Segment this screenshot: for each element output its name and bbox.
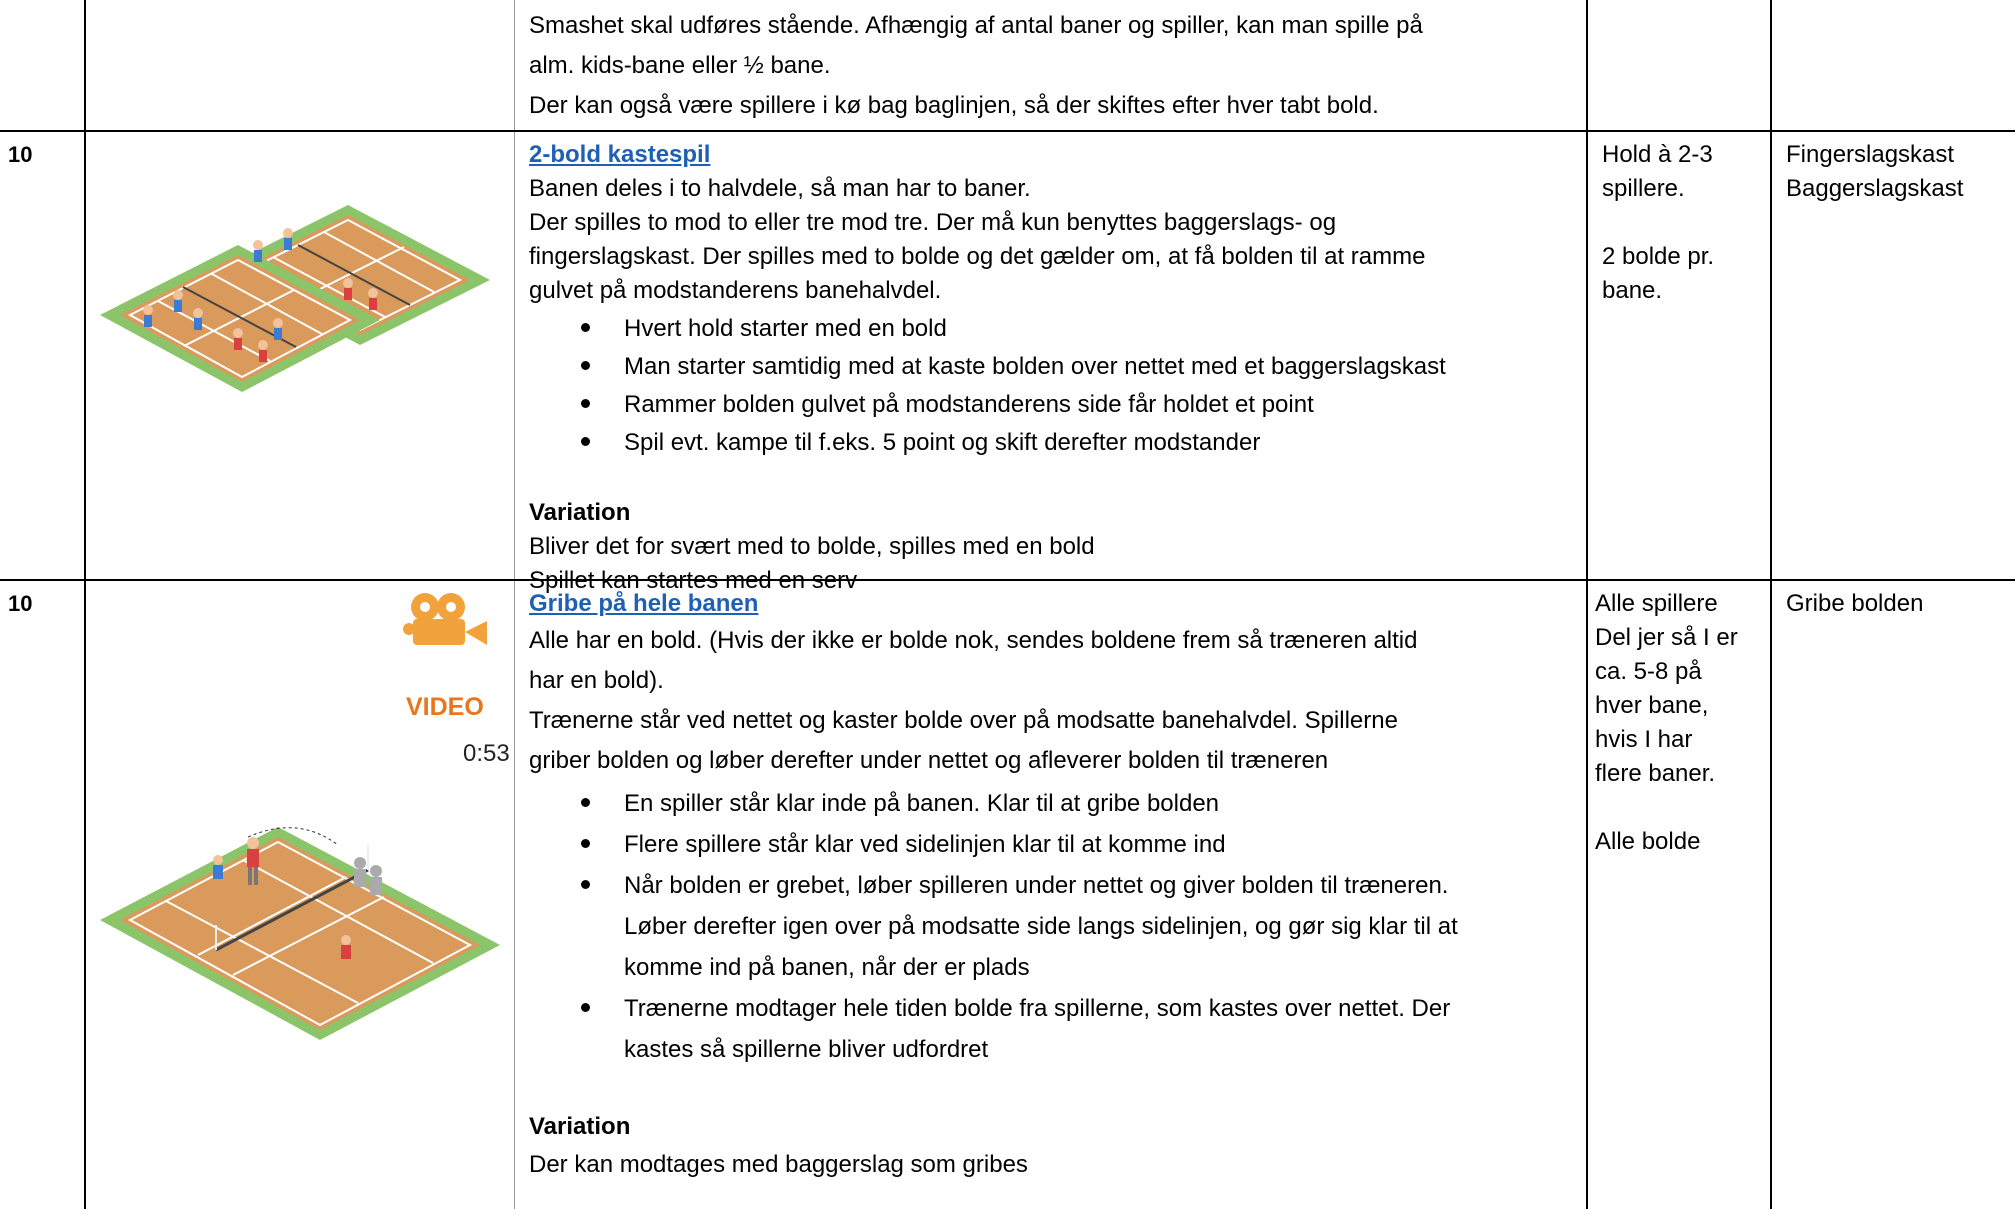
- bullet-list: [529, 310, 1579, 462]
- skill-line: Baggerslagskast: [1786, 175, 1964, 202]
- text-line: Der kan modtages med baggerslag som gribes: [529, 1151, 1028, 1178]
- column-divider: [1586, 0, 1588, 1209]
- row-number: 10: [8, 591, 33, 616]
- row-1-players: [1602, 138, 1767, 308]
- variation-heading: Variation: [529, 499, 631, 526]
- players-line: spillere.: [1602, 175, 1685, 202]
- column-divider: [84, 0, 86, 1209]
- players-line: ca. 5-8 på: [1595, 658, 1702, 685]
- text-line: Banen deles i to halvdele, så man har to baner.: [529, 175, 1031, 202]
- column-divider: [1770, 0, 1772, 1209]
- list-item: Spil evt. kampe til f.eks. 5 point og skift derefter modstander: [529, 424, 1579, 462]
- bullet-list: [529, 783, 1579, 1070]
- text-line: fingerslagskast. Der spilles med to bolde og det gælder om, at få bolden til at ramme: [529, 243, 1426, 270]
- video-duration: 0:53: [463, 740, 510, 767]
- exercise-title-link[interactable]: Gribe på hele banen: [529, 590, 759, 617]
- text-line: Spillet kan startes med en serv: [529, 567, 858, 594]
- list-item: En spiller står klar inde på banen. Klar til at gribe bolden: [529, 783, 1579, 824]
- list-item: Når bolden er grebet, løber spilleren under nettet og giver bolden til træneren. Løber derefter igen over på modsatte side langs sidelinjen, og gør sig klar til at komme ind på banen, når der er plads: [529, 865, 1579, 988]
- skill-line: Fingerslagskast: [1786, 141, 1955, 168]
- row-1-description: [529, 138, 1579, 598]
- court-illustration: [98, 805, 503, 1050]
- text-line: griber bolden og løber derefter under nettet og afleverer bolden til træneren: [529, 747, 1329, 774]
- list-item: Hvert hold starter med en bold: [529, 310, 1579, 348]
- list-item: Flere spillere står klar ved sidelinjen klar til at komme ind: [529, 824, 1579, 865]
- row-2-description: [529, 587, 1579, 1182]
- text-line: Bliver det for svært med to bolde, spilles med en bold: [529, 533, 1095, 560]
- variation-heading: Variation: [529, 1113, 631, 1140]
- players-line: hvis I har: [1595, 726, 1693, 753]
- row-1-skills: [1786, 138, 2006, 206]
- text-line: Alle har en bold. (Hvis der ikke er bolde nok, sendes boldene frem så træneren altid: [529, 627, 1418, 654]
- exercise-title-link[interactable]: 2-bold kastespil: [529, 141, 711, 168]
- players-line: 2 bolde pr.: [1602, 243, 1715, 270]
- players-line: hver bane,: [1595, 692, 1709, 719]
- row-2-players: [1595, 587, 1767, 859]
- players-line: Alle bolde: [1595, 828, 1701, 855]
- skill-line: Gribe bolden: [1786, 590, 1924, 617]
- two-courts-illustration: [98, 195, 498, 440]
- video-camera-icon[interactable]: [395, 589, 495, 669]
- players-line: bane.: [1602, 277, 1663, 304]
- row-0-description: [529, 6, 1579, 126]
- list-item: Rammer bolden gulvet på modstanderens side får holdet et point: [529, 386, 1579, 424]
- players-line: flere baner.: [1595, 760, 1716, 787]
- players-line: Del jer så I er: [1595, 624, 1738, 651]
- text-line: har en bold).: [529, 667, 664, 694]
- text-line: gulvet på modstanderens banehalvdel.: [529, 277, 942, 304]
- players-line: Hold à 2-3: [1602, 141, 1713, 168]
- row-2-skills: [1786, 587, 2006, 621]
- text-line: Trænerne står ved nettet og kaster bolde over på modsatte banehalvdel. Spillerne: [529, 707, 1398, 734]
- text-line: alm. kids-bane eller ½ bane.: [529, 52, 831, 79]
- column-divider: [514, 0, 515, 1209]
- text-line: Der kan også være spillere i kø bag baglinjen, så der skiftes efter hver tabt bold.: [529, 92, 1379, 119]
- text-line: Smashet skal udføres stående. Afhængig af antal baner og spiller, kan man spille på: [529, 12, 1423, 39]
- list-item: Man starter samtidig med at kaste bolden over nettet med et baggerslagskast: [529, 348, 1579, 386]
- list-item: Trænerne modtager hele tiden bolde fra spillerne, som kastes over nettet. Der kastes så spillerne bliver udfordret: [529, 988, 1579, 1070]
- row-divider: [0, 130, 2015, 132]
- text-line: Der spilles to mod to eller tre mod tre. Der må kun benyttes baggerslags- og: [529, 209, 1337, 236]
- row-number: 10: [8, 142, 33, 167]
- video-label: VIDEO: [406, 693, 484, 721]
- players-line: Alle spillere: [1595, 590, 1718, 617]
